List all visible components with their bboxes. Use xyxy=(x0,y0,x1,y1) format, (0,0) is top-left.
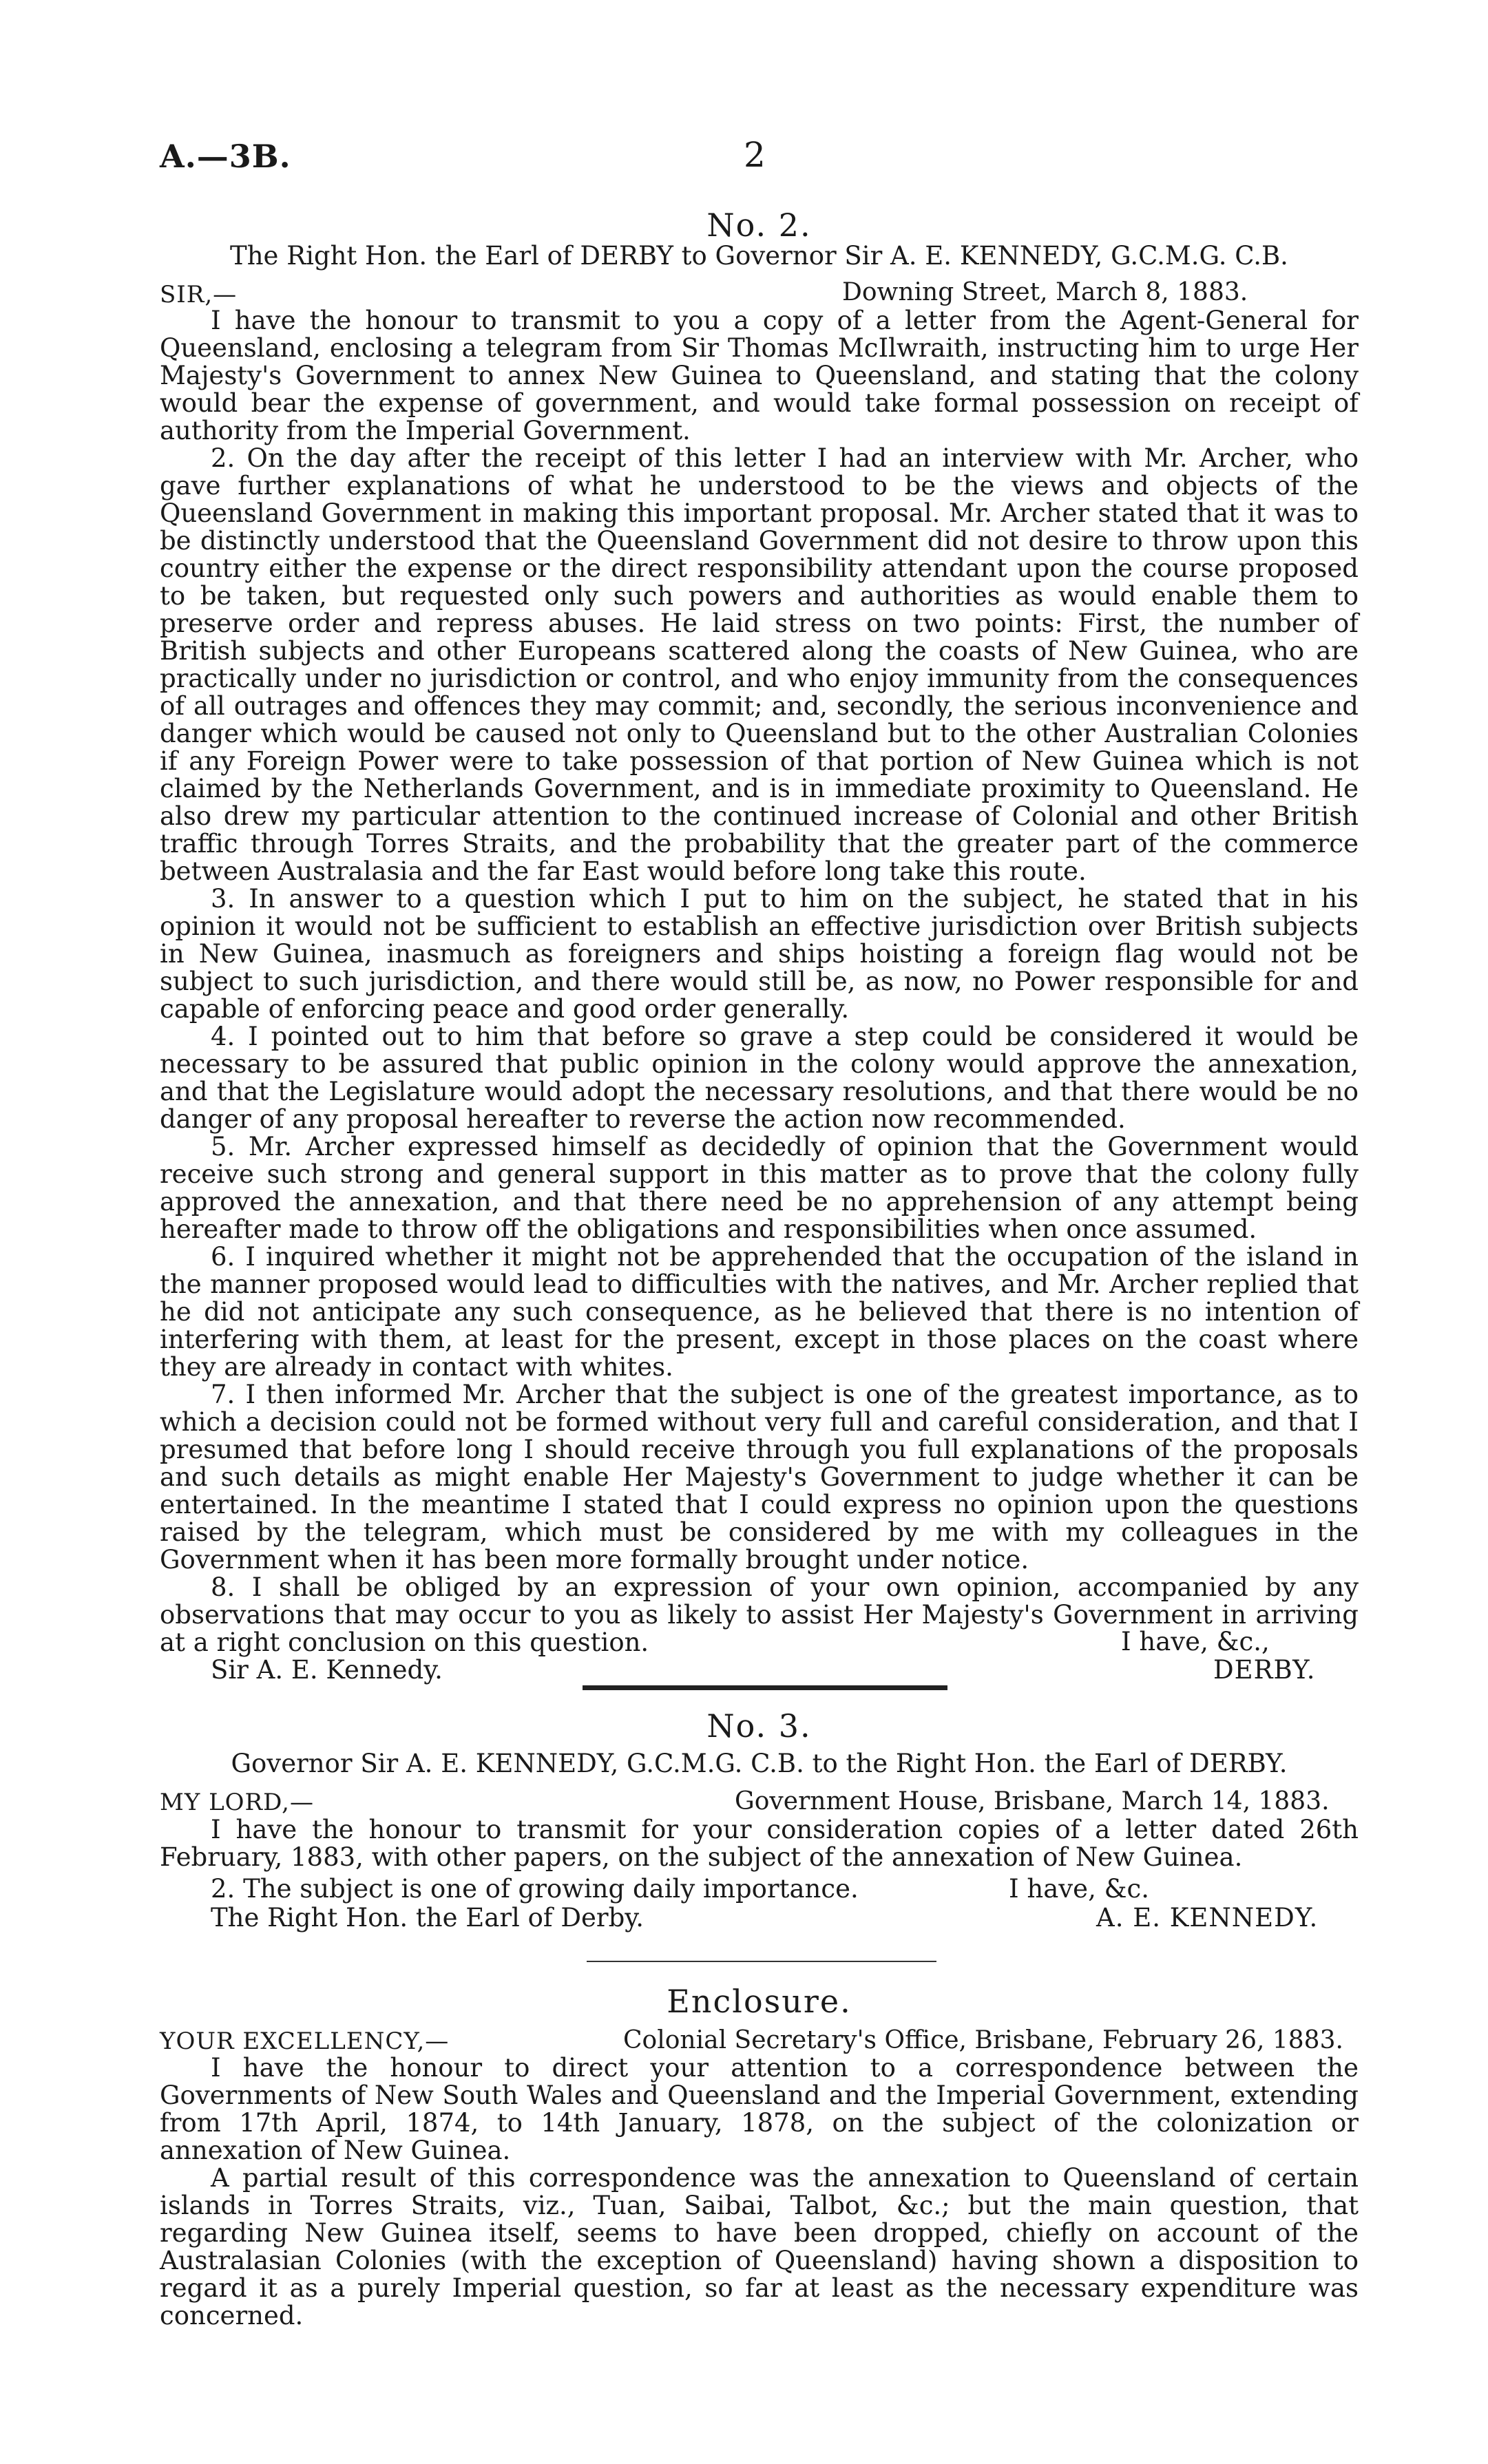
section-divider xyxy=(587,1961,936,1962)
letter-no2-paragraph-8: 8. I shall be obliged by an expression of your own opinion, accompanied by any observations that may occur to you as likely to assist Her Majesty's Government in arriving at a right conclusion on this question. xyxy=(160,1572,1359,1657)
letter-no3-place-date: Government House, Brisbane, March 14, 1883. xyxy=(735,1787,1330,1815)
letter-no3-closing: I have, &c. xyxy=(1009,1874,1150,1904)
enclosure-paragraph-1: I have the honour to direct your attention to a correspondence between the Governments of New South Wales and Queensland and the Imperial Government, extending from 17th April, 1874, to 14th January, 1878, on the subject of the colonization or annexation of New Guinea. xyxy=(160,2053,1359,2165)
letter-no3-from-to: Governor Sir A. E. KENNEDY, G.C.M.G. C.B. to the Right Hon. the Earl of DERBY. xyxy=(231,1749,1288,1778)
letter-no2-salutation: SIR,— xyxy=(160,281,238,308)
enclosure-salutation: YOUR EXCELLENCY,— xyxy=(160,2028,450,2055)
letter-no2-closing: I have, &c., xyxy=(1121,1627,1270,1656)
letter-no2-from-to: The Right Hon. the Earl of DERBY to Governor Sir A. E. KENNEDY, G.C.M.G. C.B. xyxy=(230,241,1288,271)
enclosure-title: Enclosure. xyxy=(667,1983,852,2020)
letter-no2-paragraph-7: 7. I then informed Mr. Archer that the subject is one of the greatest importance, as to which a decision could not be formed without very full and careful consideration, and that I presumed that before long I should receive through you full explanations of the proposals and such details as might enable Her Majesty's Government to judge whether it can be entertained. In the meantime I stated that I could express no opinion upon the questions raised by the telegram, which must be considered by me with my colleagues in the Government when it has been more formally brought under notice. xyxy=(160,1380,1359,1575)
letter-no2-paragraph-4: 4. I pointed out to him that before so grave a step could be considered it would be necessary to be assured that public opinion in the colony would approve the annexation, and that the Legislature would adopt the necessary resolutions, and that there would be no danger of any proposal hereafter to reverse the action now recommended. xyxy=(160,1022,1359,1134)
letter-no3-title: No. 3. xyxy=(706,1707,812,1745)
letter-no3-salutation: MY LORD,— xyxy=(160,1789,314,1816)
page-number: 2 xyxy=(744,135,766,175)
letter-no2-body xyxy=(160,307,1359,1656)
letter-no2-paragraph-5: 5. Mr. Archer expressed himself as decidedly of opinion that the Government would receive such strong and general support in this matter as to prove that the colony fully approved the annexation, and that there need be no apprehension of any attempt being hereafter made to throw off the obligations and responsibilities when once assumed. xyxy=(160,1132,1359,1244)
letter-no3-body xyxy=(160,1816,1359,1871)
section-divider xyxy=(583,1685,947,1690)
letter-no3-addressee: The Right Hon. the Earl of Derby. xyxy=(211,1903,645,1933)
letter-no3-signature: A. E. KENNEDY. xyxy=(1096,1903,1319,1933)
letter-no2-paragraph-2: 2. On the day after the receipt of this letter I had an interview with Mr. Archer, who gave further explanations of what he understood to be the views and objects of the Queensland Government in making this important proposal. Mr. Archer stated that it was to be distinctly understood that the Queensland Government did not desire to throw upon this country either the expense or the direct responsibility attendant upon the course proposed to be taken, but requested only such powers and authorities as would enable them to preserve order and repress abuses. He laid stress on two points: First, the number of British subjects and other Europeans scattered along the coasts of New Guinea, who are practically under no jurisdiction or control, and who enjoy immunity from the consequences of all outrages and offences they may commit; and, secondly, the serious inconvenience and danger which would be caused not only to Queensland but to the other Australian Colonies if any Foreign Power were to take possession of that portion of New Guinea which is not claimed by the Netherlands Government, and is in immediate proximity to Queensland. He also drew my particular attention to the continued increase of Colonial and other British traffic through Torres Straits, and the probability that the greater part of the commerce between Australasia and the far East would before long take this route. xyxy=(160,443,1359,886)
letter-no2-title: No. 2. xyxy=(706,207,812,244)
letter-no2-addressee: Sir A. E. Kennedy. xyxy=(211,1655,443,1685)
letter-no2-paragraph-3: 3. In answer to a question which I put to him on the subject, he stated that in his opinion it would not be sufficient to establish an effective jurisdiction over British subjects in New Guinea, inasmuch as foreigners and ships hoisting a foreign flag would not be subject to such jurisdiction, and there would still be, as now, no Power responsible for and capable of enforcing peace and good order generally. xyxy=(160,884,1359,1024)
letter-no2-signature: DERBY. xyxy=(1213,1655,1316,1685)
letter-no2-paragraph-1: I have the honour to transmit to you a copy of a letter from the Agent-General for Queensland, enclosing a telegram from Sir Thomas McIlwraith, instructing him to urge Her Majesty's Government to annex New Guinea to Queensland, and stating that the colony would bear the expense of government, and would take formal possession on receipt of authority from the Imperial Government. xyxy=(160,306,1359,445)
letter-no3-paragraph-2: 2. The subject is one of growing daily importance. xyxy=(211,1874,859,1904)
enclosure-place-date: Colonial Secretary's Office, Brisbane, February 26, 1883. xyxy=(623,2026,1343,2054)
letter-no2-place-date: Downing Street, March 8, 1883. xyxy=(842,278,1248,306)
enclosure-body xyxy=(160,2054,1359,2330)
letter-no3-paragraph-1: I have the honour to transmit for your consideration copies of a letter dated 26th February, 1883, with other papers, on the subject of the annexation of New Guinea. xyxy=(160,1815,1359,1872)
letter-no2-paragraph-6: 6. I inquired whether it might not be apprehended that the occupation of the island in the manner proposed would lead to difficulties with the natives, and Mr. Archer replied that he did not anticipate any such consequence, as he believed that there is no intention of interfering with them, at least for the present, except in those places on the coast where they are already in contact with whites. xyxy=(160,1242,1359,1382)
document-reference: A.—3B. xyxy=(160,138,291,175)
enclosure-paragraph-2: A partial result of this correspondence was the annexation to Queensland of certain islands in Torres Straits, viz., Tuan, Saibai, Talbot, &c.; but the main question, that regarding New Guinea itself, seems to have been dropped, chiefly on account of the Australasian Colonies (with the exception of Queensland) having shown a disposition to regard it as a purely Imperial question, so far at least as the necessary expenditure was concerned. xyxy=(160,2163,1359,2330)
